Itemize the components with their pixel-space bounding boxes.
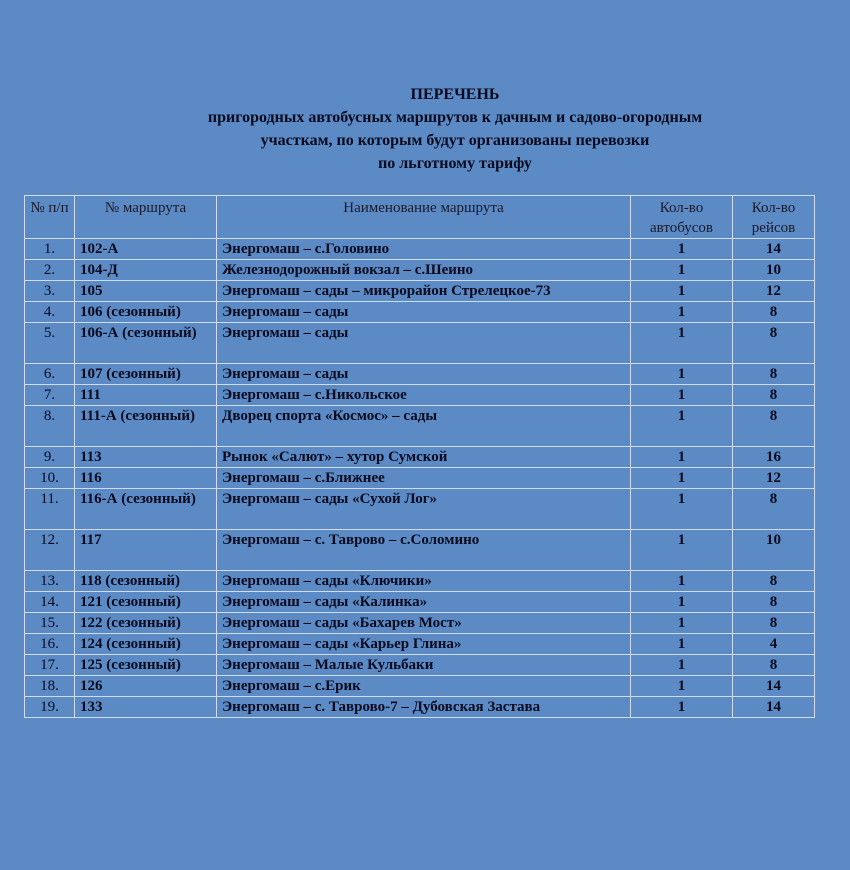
cell-name: Рынок «Салют» – хутор Сумской xyxy=(217,447,631,468)
table-row xyxy=(25,613,815,634)
cell-name: Энергомаш – Малые Кульбаки xyxy=(217,655,631,676)
cell-num: 18. xyxy=(25,676,75,697)
cell-name: Энергомаш – сады «Сухой Лог» xyxy=(217,489,631,530)
cell-num: 7. xyxy=(25,385,75,406)
cell-name: Энергомаш – сады – микрорайон Стрелецкое-73 xyxy=(217,281,631,302)
header-buses: Кол-во автобусов xyxy=(631,196,733,239)
header-trips: Кол-во рейсов xyxy=(733,196,815,239)
cell-route: 106-А (сезонный) xyxy=(75,323,217,364)
cell-trips: 8 xyxy=(733,489,815,530)
cell-num: 4. xyxy=(25,302,75,323)
cell-name: Энергомаш – сады «Бахарев Мост» xyxy=(217,613,631,634)
cell-trips: 14 xyxy=(733,697,815,718)
cell-buses: 1 xyxy=(631,385,733,406)
cell-trips: 8 xyxy=(733,592,815,613)
cell-num: 10. xyxy=(25,468,75,489)
table-row xyxy=(25,260,815,281)
cell-name: Железнодорожный вокзал – с.Шеино xyxy=(217,260,631,281)
cell-num: 14. xyxy=(25,592,75,613)
table-row xyxy=(25,364,815,385)
table-row xyxy=(25,655,815,676)
table-row xyxy=(25,406,815,447)
cell-trips: 8 xyxy=(733,613,815,634)
cell-buses: 1 xyxy=(631,697,733,718)
cell-buses: 1 xyxy=(631,281,733,302)
cell-num: 13. xyxy=(25,571,75,592)
cell-buses: 1 xyxy=(631,530,733,571)
cell-route: 106 (сезонный) xyxy=(75,302,217,323)
cell-route: 113 xyxy=(75,447,217,468)
cell-buses: 1 xyxy=(631,302,733,323)
cell-name: Энергомаш – с. Таврово-7 – Дубовская Застава xyxy=(217,697,631,718)
cell-route: 104-Д xyxy=(75,260,217,281)
cell-trips: 16 xyxy=(733,447,815,468)
title-line-4: по льготному тарифу xyxy=(378,155,532,172)
cell-buses: 1 xyxy=(631,323,733,364)
cell-trips: 8 xyxy=(733,406,815,447)
cell-buses: 1 xyxy=(631,239,733,260)
cell-route: 124 (сезонный) xyxy=(75,634,217,655)
cell-route: 122 (сезонный) xyxy=(75,613,217,634)
cell-route: 111 xyxy=(75,385,217,406)
cell-route: 102-А xyxy=(75,239,217,260)
header-num: № п/п xyxy=(25,196,75,239)
table-row xyxy=(25,571,815,592)
cell-buses: 1 xyxy=(631,634,733,655)
cell-buses: 1 xyxy=(631,468,733,489)
cell-route: 111-А (сезонный) xyxy=(75,406,217,447)
cell-buses: 1 xyxy=(631,655,733,676)
cell-num: 11. xyxy=(25,489,75,530)
cell-buses: 1 xyxy=(631,592,733,613)
table-row xyxy=(25,239,815,260)
cell-route: 105 xyxy=(75,281,217,302)
cell-trips: 8 xyxy=(733,571,815,592)
cell-buses: 1 xyxy=(631,489,733,530)
cell-name: Энергомаш – сады xyxy=(217,323,631,364)
cell-name: Энергомаш – с.Ближнее xyxy=(217,468,631,489)
table-row xyxy=(25,676,815,697)
cell-buses: 1 xyxy=(631,447,733,468)
cell-buses: 1 xyxy=(631,613,733,634)
table-row xyxy=(25,468,815,489)
cell-trips: 8 xyxy=(733,385,815,406)
cell-num: 6. xyxy=(25,364,75,385)
cell-num: 19. xyxy=(25,697,75,718)
cell-name: Энергомаш – сады «Ключики» xyxy=(217,571,631,592)
table-row xyxy=(25,489,815,530)
cell-trips: 14 xyxy=(733,676,815,697)
cell-route: 107 (сезонный) xyxy=(75,364,217,385)
document-title xyxy=(0,83,850,175)
table-row xyxy=(25,697,815,718)
cell-num: 3. xyxy=(25,281,75,302)
cell-name: Энергомаш – с. Таврово – с.Соломино xyxy=(217,530,631,571)
cell-buses: 1 xyxy=(631,260,733,281)
cell-trips: 8 xyxy=(733,655,815,676)
cell-buses: 1 xyxy=(631,406,733,447)
table-row xyxy=(25,385,815,406)
cell-route: 116 xyxy=(75,468,217,489)
title-line-2: пригородных автобусных маршрутов к дачным и садово-огородным xyxy=(207,109,703,126)
cell-trips: 4 xyxy=(733,634,815,655)
table-row xyxy=(25,447,815,468)
cell-name: Энергомаш – сады xyxy=(217,364,631,385)
cell-num: 15. xyxy=(25,613,75,634)
table-row xyxy=(25,592,815,613)
table-row xyxy=(25,281,815,302)
cell-trips: 8 xyxy=(733,323,815,364)
cell-num: 12. xyxy=(25,530,75,571)
cell-route: 121 (сезонный) xyxy=(75,592,217,613)
cell-num: 9. xyxy=(25,447,75,468)
cell-route: 117 xyxy=(75,530,217,571)
header-name: Наименование маршрута xyxy=(217,196,631,239)
cell-route: 125 (сезонный) xyxy=(75,655,217,676)
cell-buses: 1 xyxy=(631,676,733,697)
cell-name: Дворец спорта «Космос» – сады xyxy=(217,406,631,447)
title-line-1: ПЕРЕЧЕНЬ xyxy=(410,86,500,103)
title-line-3: участкам, по которым будут организованы перевозки xyxy=(260,132,650,149)
cell-trips: 12 xyxy=(733,281,815,302)
cell-num: 8. xyxy=(25,406,75,447)
cell-trips: 14 xyxy=(733,239,815,260)
cell-buses: 1 xyxy=(631,364,733,385)
cell-trips: 8 xyxy=(733,302,815,323)
cell-route: 133 xyxy=(75,697,217,718)
cell-route: 116-А (сезонный) xyxy=(75,489,217,530)
cell-num: 2. xyxy=(25,260,75,281)
table-header-row xyxy=(25,196,815,239)
table-row xyxy=(25,323,815,364)
cell-trips: 10 xyxy=(733,530,815,571)
cell-buses: 1 xyxy=(631,571,733,592)
table-row xyxy=(25,530,815,571)
table-row xyxy=(25,634,815,655)
cell-num: 1. xyxy=(25,239,75,260)
cell-trips: 12 xyxy=(733,468,815,489)
routes-table xyxy=(24,195,815,718)
cell-name: Энергомаш – сады xyxy=(217,302,631,323)
cell-num: 17. xyxy=(25,655,75,676)
cell-trips: 10 xyxy=(733,260,815,281)
header-route: № маршрута xyxy=(75,196,217,239)
cell-name: Энергомаш – с.Ерик xyxy=(217,676,631,697)
cell-route: 126 xyxy=(75,676,217,697)
cell-name: Энергомаш – сады «Калинка» xyxy=(217,592,631,613)
cell-name: Энергомаш – с.Головино xyxy=(217,239,631,260)
cell-num: 16. xyxy=(25,634,75,655)
table-row xyxy=(25,302,815,323)
cell-name: Энергомаш – сады «Карьер Глина» xyxy=(217,634,631,655)
cell-num: 5. xyxy=(25,323,75,364)
cell-route: 118 (сезонный) xyxy=(75,571,217,592)
cell-trips: 8 xyxy=(733,364,815,385)
cell-name: Энергомаш – с.Никольское xyxy=(217,385,631,406)
